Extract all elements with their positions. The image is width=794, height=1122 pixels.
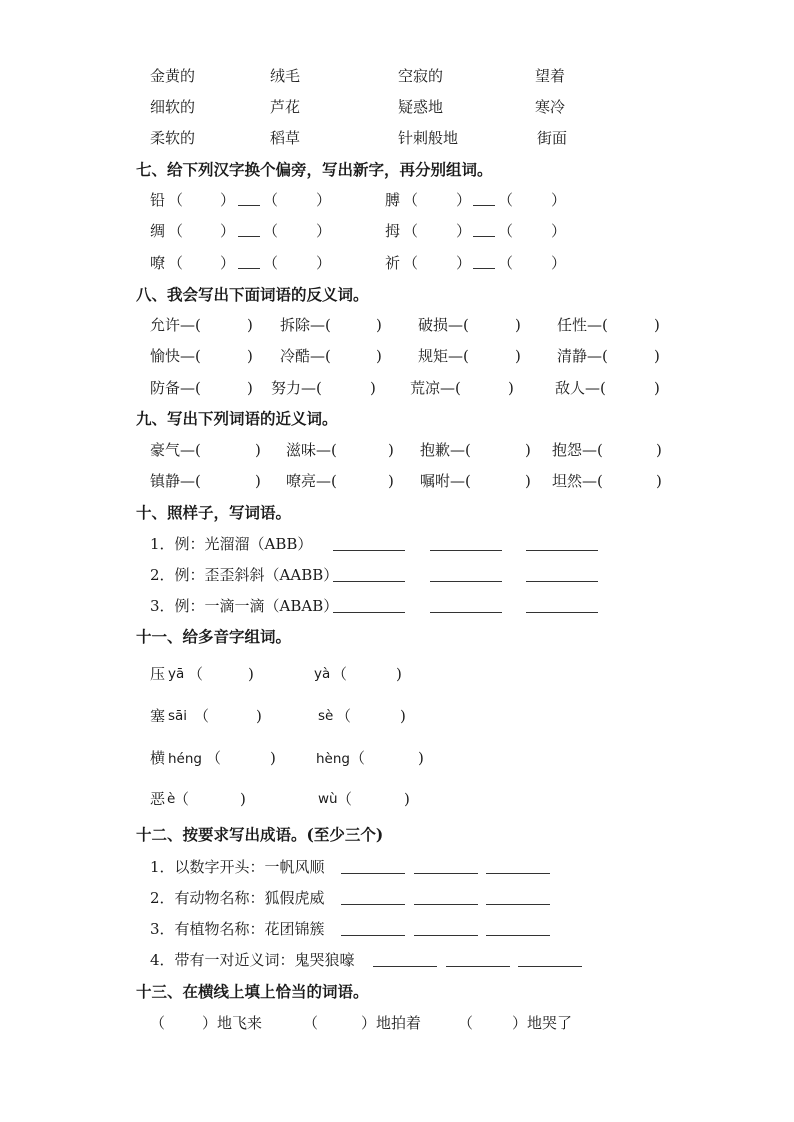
pinyin: è bbox=[167, 791, 176, 807]
paren-close: ) bbox=[654, 316, 660, 334]
paren-close: ） bbox=[551, 254, 567, 272]
paren-close: ） bbox=[316, 254, 332, 272]
paren-close: ) bbox=[240, 790, 246, 808]
word: 绒毛 bbox=[270, 67, 301, 85]
antonym-prompt: 破损—( bbox=[418, 316, 469, 334]
char: 拇 bbox=[385, 222, 401, 240]
antonym-prompt: 敌人—( bbox=[555, 379, 606, 397]
paren-close: ) bbox=[256, 707, 262, 725]
paren-close: ) bbox=[400, 707, 406, 725]
answer-blank[interactable] bbox=[333, 536, 405, 551]
fill-item: ）地飞来 bbox=[202, 1014, 263, 1032]
section-9-title: 九、写出下列词语的近义词。 bbox=[136, 409, 338, 428]
paren-close: ) bbox=[255, 472, 261, 490]
paren-close: ) bbox=[525, 441, 531, 459]
synonym-prompt: 豪气—( bbox=[150, 441, 201, 459]
answer-blank[interactable] bbox=[238, 254, 260, 269]
answer-blank[interactable] bbox=[341, 921, 405, 936]
paren-close: ） bbox=[316, 191, 332, 209]
paren-close: ) bbox=[525, 472, 531, 490]
word: 芦花 bbox=[270, 98, 301, 116]
synonym-prompt: 抱歉—( bbox=[420, 441, 471, 459]
paren-open: （ bbox=[150, 1014, 166, 1032]
section-8-title: 八、我会写出下面词语的反义词。 bbox=[136, 285, 369, 304]
paren-open: （ bbox=[188, 665, 204, 683]
char: 膊 bbox=[385, 191, 401, 209]
paren-close: ) bbox=[247, 379, 253, 397]
answer-blank[interactable] bbox=[373, 952, 437, 967]
char: 铅 bbox=[150, 191, 166, 209]
paren-open: （ bbox=[263, 222, 279, 240]
word: 细软的 bbox=[150, 98, 196, 116]
answer-blank[interactable] bbox=[430, 598, 502, 613]
paren-close: ) bbox=[515, 316, 521, 334]
answer-blank[interactable] bbox=[486, 859, 550, 874]
answer-blank[interactable] bbox=[333, 598, 405, 613]
paren-close: ) bbox=[370, 379, 376, 397]
answer-blank[interactable] bbox=[473, 254, 495, 269]
word: 空寂的 bbox=[398, 67, 444, 85]
paren-close: ） bbox=[220, 254, 236, 272]
pinyin: yā bbox=[168, 666, 185, 682]
paren-close: ) bbox=[515, 347, 521, 365]
answer-blank[interactable] bbox=[486, 890, 550, 905]
paren-close: ) bbox=[376, 347, 382, 365]
paren-close: ) bbox=[656, 441, 662, 459]
polyphone-char: 横 bbox=[150, 749, 166, 767]
paren-close: ) bbox=[656, 472, 662, 490]
paren-open: （ bbox=[350, 749, 366, 767]
paren-close: ) bbox=[270, 749, 276, 767]
paren-open: （ bbox=[168, 191, 184, 209]
pinyin: héng bbox=[168, 751, 202, 767]
answer-blank[interactable] bbox=[341, 859, 405, 874]
answer-blank[interactable] bbox=[518, 952, 582, 967]
answer-blank[interactable] bbox=[333, 567, 405, 582]
paren-close: ） bbox=[316, 222, 332, 240]
synonym-prompt: 镇静—( bbox=[150, 472, 201, 490]
section-7-title: 七、给下列汉字换个偏旁，写出新字，再分别组词。 bbox=[136, 160, 493, 179]
paren-open: （ bbox=[498, 254, 514, 272]
answer-blank[interactable] bbox=[473, 191, 495, 206]
synonym-prompt: 坦然—( bbox=[552, 472, 603, 490]
paren-close: ） bbox=[456, 222, 472, 240]
paren-close: ) bbox=[654, 379, 660, 397]
pinyin: sè bbox=[318, 708, 334, 724]
section-13-title: 十三、在横线上填上恰当的词语。 bbox=[136, 982, 369, 1001]
paren-close: ） bbox=[456, 191, 472, 209]
paren-close: ） bbox=[551, 191, 567, 209]
word: 针刺般地 bbox=[398, 129, 459, 147]
paren-open: （ bbox=[174, 790, 190, 808]
answer-blank[interactable] bbox=[414, 859, 478, 874]
antonym-prompt: 规矩—( bbox=[418, 347, 469, 365]
paren-open: （ bbox=[332, 665, 348, 683]
antonym-prompt: 荒凉—( bbox=[410, 379, 461, 397]
paren-close: ) bbox=[247, 316, 253, 334]
fill-item: ）地哭了 bbox=[512, 1014, 573, 1032]
answer-blank[interactable] bbox=[238, 222, 260, 237]
paren-close: ) bbox=[255, 441, 261, 459]
paren-open: （ bbox=[403, 222, 419, 240]
section-12-title: 十二、按要求写出成语。(至少三个) bbox=[136, 825, 384, 844]
paren-open: （ bbox=[168, 222, 184, 240]
paren-open: （ bbox=[263, 191, 279, 209]
paren-open: （ bbox=[168, 254, 184, 272]
paren-close: ) bbox=[248, 665, 254, 683]
word: 街面 bbox=[537, 129, 568, 147]
paren-open: （ bbox=[498, 191, 514, 209]
char: 嘹 bbox=[150, 254, 166, 272]
antonym-prompt: 任性—( bbox=[557, 316, 608, 334]
example-item: 1．例：光溜溜（ABB） bbox=[150, 535, 313, 553]
fill-item: ）地拍着 bbox=[361, 1014, 422, 1032]
idiom-item: 2．有动物名称：狐假虎威 bbox=[150, 889, 325, 907]
paren-close: ) bbox=[654, 347, 660, 365]
antonym-prompt: 愉快—( bbox=[150, 347, 201, 365]
idiom-item: 3．有植物名称：花团锦簇 bbox=[150, 920, 325, 938]
answer-blank[interactable] bbox=[414, 890, 478, 905]
paren-close: ) bbox=[508, 379, 514, 397]
paren-close: ） bbox=[551, 222, 567, 240]
char: 祈 bbox=[385, 254, 401, 272]
pinyin: hèng bbox=[316, 751, 350, 767]
paren-close: ) bbox=[388, 441, 394, 459]
pinyin: wù bbox=[318, 791, 338, 807]
synonym-prompt: 抱怨—( bbox=[552, 441, 603, 459]
paren-close: ) bbox=[418, 749, 424, 767]
paren-close: ) bbox=[404, 790, 410, 808]
antonym-prompt: 允许—( bbox=[150, 316, 201, 334]
polyphone-char: 恶 bbox=[150, 790, 166, 808]
synonym-prompt: 滋味—( bbox=[286, 441, 337, 459]
answer-blank[interactable] bbox=[414, 921, 478, 936]
paren-open: （ bbox=[263, 254, 279, 272]
paren-open: （ bbox=[337, 790, 353, 808]
answer-blank[interactable] bbox=[238, 191, 260, 206]
idiom-item: 1．以数字开头：一帆风顺 bbox=[150, 858, 325, 876]
antonym-prompt: 努力—( bbox=[271, 379, 322, 397]
idiom-item: 4．带有一对近义词：鬼哭狼嚎 bbox=[150, 951, 355, 969]
answer-blank[interactable] bbox=[486, 921, 550, 936]
polyphone-char: 压 bbox=[150, 665, 166, 683]
example-item: 2．例：歪歪斜斜（AABB） bbox=[150, 566, 339, 584]
pinyin: yà bbox=[314, 666, 331, 682]
antonym-prompt: 拆除—( bbox=[280, 316, 331, 334]
paren-open: （ bbox=[458, 1014, 474, 1032]
synonym-prompt: 嘹亮—( bbox=[286, 472, 337, 490]
paren-open: （ bbox=[303, 1014, 319, 1032]
antonym-prompt: 清静—( bbox=[557, 347, 608, 365]
paren-close: ) bbox=[396, 665, 402, 683]
word: 疑惑地 bbox=[398, 98, 444, 116]
paren-open: （ bbox=[206, 749, 222, 767]
synonym-prompt: 嘱咐—( bbox=[420, 472, 471, 490]
word: 柔软的 bbox=[150, 129, 196, 147]
paren-close: ) bbox=[388, 472, 394, 490]
answer-blank[interactable] bbox=[473, 222, 495, 237]
answer-blank[interactable] bbox=[446, 952, 510, 967]
word: 稻草 bbox=[270, 129, 301, 147]
answer-blank[interactable] bbox=[430, 536, 502, 551]
word: 寒冷 bbox=[535, 98, 566, 116]
antonym-prompt: 冷酷—( bbox=[280, 347, 331, 365]
antonym-prompt: 防备—( bbox=[150, 379, 201, 397]
section-11-title: 十一、给多音字组词。 bbox=[136, 627, 292, 646]
paren-open: （ bbox=[403, 254, 419, 272]
paren-close: ） bbox=[220, 191, 236, 209]
paren-close: ) bbox=[247, 347, 253, 365]
answer-blank[interactable] bbox=[526, 598, 598, 613]
section-10-title: 十、照样子，写词语。 bbox=[136, 503, 292, 522]
paren-open: （ bbox=[336, 707, 352, 725]
paren-close: ） bbox=[456, 254, 472, 272]
answer-blank[interactable] bbox=[526, 536, 598, 551]
polyphone-char: 塞 bbox=[150, 707, 166, 725]
pinyin: sāi bbox=[168, 708, 188, 724]
paren-open: （ bbox=[194, 707, 210, 725]
char: 绸 bbox=[150, 222, 166, 240]
word: 金黄的 bbox=[150, 67, 196, 85]
paren-close: ） bbox=[220, 222, 236, 240]
paren-open: （ bbox=[403, 191, 419, 209]
paren-open: （ bbox=[498, 222, 514, 240]
word: 望着 bbox=[535, 67, 566, 85]
example-item: 3．例：一滴一滴（ABAB） bbox=[150, 597, 339, 615]
answer-blank[interactable] bbox=[341, 890, 405, 905]
paren-close: ) bbox=[376, 316, 382, 334]
answer-blank[interactable] bbox=[430, 567, 502, 582]
answer-blank[interactable] bbox=[526, 567, 598, 582]
